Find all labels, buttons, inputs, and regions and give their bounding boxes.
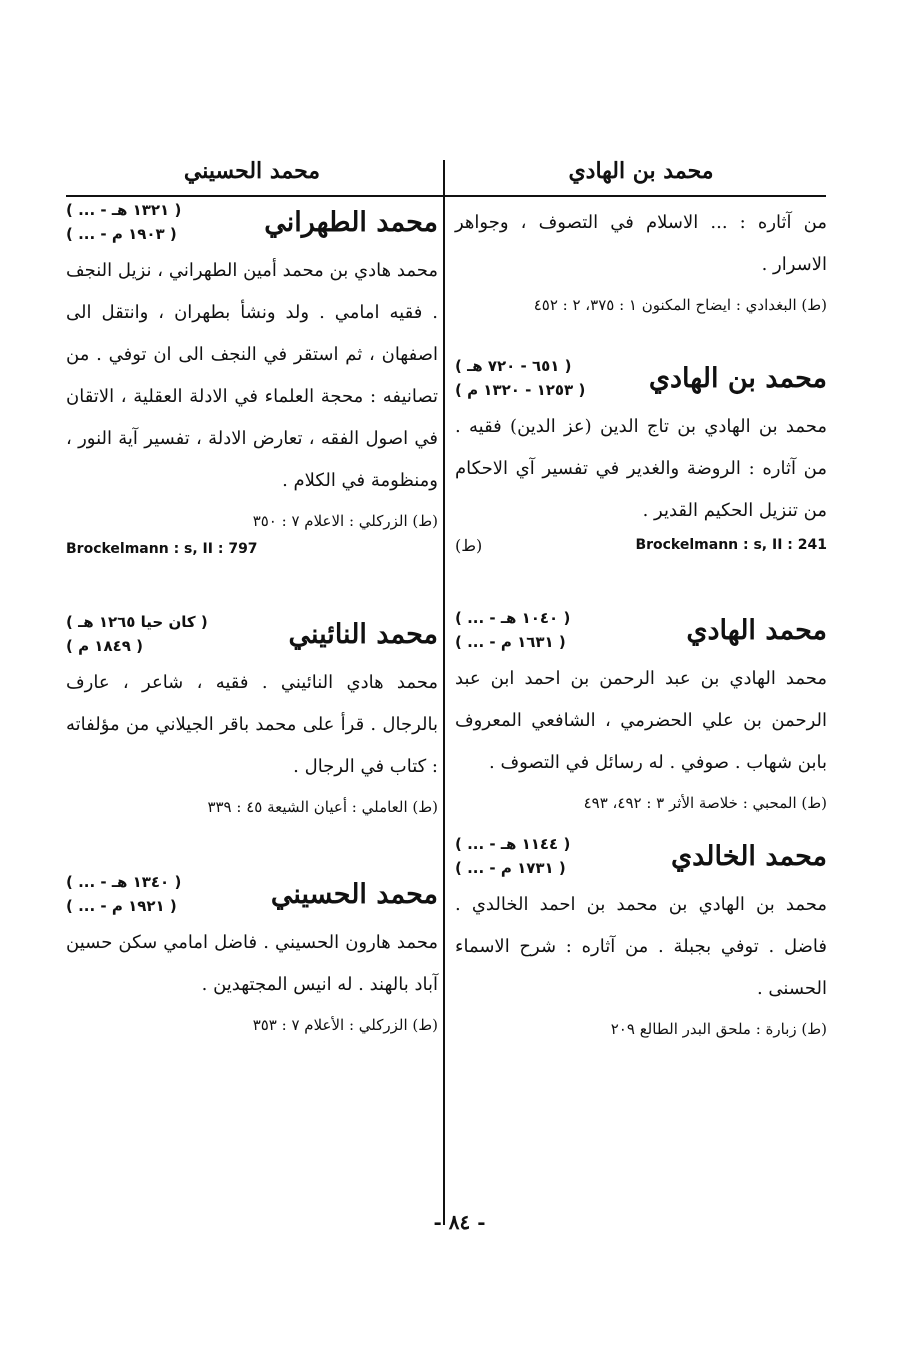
column-divider xyxy=(443,160,445,1225)
right-column xyxy=(455,150,827,1058)
reference: (ط) البغدادي : ايضاح المكنون ١ : ٣٧٥، ٢ : ٤٥٢ xyxy=(533,296,827,314)
entry xyxy=(66,870,438,1040)
left-column xyxy=(66,150,438,1054)
dates-hijri: ( ... - ١٣٤٠ هـ ) xyxy=(66,873,182,891)
entry-name: محمد الهادي xyxy=(686,614,827,646)
continued-text: من آثاره : ... الاسلام في التصوف ، وجواهر الاسرار . xyxy=(455,212,827,275)
entry xyxy=(66,610,438,822)
entry xyxy=(455,354,827,558)
entry-dates xyxy=(66,870,181,918)
entry-body: محمد بن الهادي بن تاج الدين (عز الدين) فقيه . من آثاره : الروضة والغدير في تفسير آي الاحكام من تنزيل الحكيم القدير . xyxy=(455,416,827,521)
page-number: - ٨٤ - xyxy=(433,1210,486,1234)
dates-hijri: ( كان حيا ١٢٦٥ هـ ) xyxy=(66,613,208,631)
dates-gregorian: ( ١٨٤٩ م ) xyxy=(66,637,143,655)
entry-heading xyxy=(66,870,438,918)
entry-heading xyxy=(66,198,438,246)
dates-hijri: ( ... - ١٣٢١ هـ ) xyxy=(66,201,182,219)
entry-name: محمد بن الهادي xyxy=(648,362,827,394)
entry xyxy=(455,606,827,818)
dates-gregorian: ( ... - ١٩٢١ م ) xyxy=(66,897,177,915)
entry-dates xyxy=(66,610,208,658)
entry xyxy=(66,198,438,562)
latin-reference: Brockelmann : s, II : 241 xyxy=(635,537,827,553)
entry xyxy=(455,832,827,1044)
entry-name: محمد الخالدي xyxy=(671,840,827,872)
entry-heading xyxy=(455,354,827,402)
reference: (ط) العاملي : أعيان الشيعة ٤٥ : ٣٣٩ xyxy=(207,798,438,816)
dates-hijri: ( ... - ١٠٤٠ هـ ) xyxy=(455,609,571,627)
entry-name: محمد الطهراني xyxy=(264,206,438,238)
entry-body: محمد الهادي بن عبد الرحمن بن احمد ابن عبد الرحمن بن علي الحضرمي ، الشافعي المعروف بابن شهاب . صوفي . له رسائل في التصوف . xyxy=(455,668,827,773)
entry-body: محمد هارون الحسيني . فاضل امامي سكن حسين آباد بالهند . له انيس المجتهدين . xyxy=(66,932,438,995)
entry-dates xyxy=(66,198,181,246)
entry-body: محمد هادي النائيني . فقيه ، شاعر ، عارف بالرجال . قرأ على محمد باقر الجيلاني من مؤلفاته : كتاب في الرجال . xyxy=(66,672,438,777)
latin-reference-row xyxy=(455,532,827,558)
running-head-right: محمد بن الهادي xyxy=(568,158,714,184)
entry-heading xyxy=(455,832,827,880)
entry-name: محمد الحسيني xyxy=(270,878,438,910)
entry-heading xyxy=(66,610,438,658)
entry-body: محمد هادي بن محمد أمين الطهراني ، نزيل النجف . فقيه امامي . ولد ونشأ بطهران ، وانتقل الى اصفهان ، ثم استقر في النجف الى ان توفي . من تصانيفه : محجة العلماء في الادلة العقلية ، الاتقان في اصول الفقه ، تعارض الادلة ، تفسير آية النور ، ومنظومة في الكلام . xyxy=(66,260,438,491)
reference-tag: (ط) xyxy=(455,535,483,555)
dates-hijri: ( ٦٥١ - ٧٢٠ هـ ) xyxy=(455,357,572,375)
dates-gregorian: ( ... - ١٦٣١ م ) xyxy=(455,633,566,651)
reference: (ط) الزركلي : الأعلام ٧ : ٣٥٣ xyxy=(252,1016,438,1034)
entry-dates xyxy=(455,354,585,402)
dates-gregorian: ( ١٢٥٣ - ١٣٢٠ م ) xyxy=(455,381,586,399)
reference: (ط) المحبي : خلاصة الأثر ٣ : ٤٩٢، ٤٩٣ xyxy=(583,794,827,812)
entry-name: محمد النائيني xyxy=(288,618,438,650)
entry-dates xyxy=(455,832,570,880)
entry-dates xyxy=(455,606,570,654)
dates-gregorian: ( ... - ١٩٠٣ م ) xyxy=(66,225,177,243)
entry-heading xyxy=(455,606,827,654)
latin-reference: Brockelmann : s, II : 797 xyxy=(66,541,258,557)
reference: (ط) الزركلي : الاعلام ٧ : ٣٥٠ xyxy=(252,512,438,530)
running-head-left: محمد الحسيني xyxy=(183,158,321,184)
entry-body: محمد بن الهادي بن محمد بن احمد الخالدي . فاضل . توفي بجبلة . من آثاره : شرح الاسماء الحسنى . xyxy=(455,894,827,999)
dates-gregorian: ( ... - ١٧٣١ م ) xyxy=(455,859,566,877)
dates-hijri: ( ... - ١١٤٤ هـ ) xyxy=(455,835,571,853)
reference: (ط) زبارة : ملحق البدر الطالع ٢٠٩ xyxy=(610,1020,827,1038)
